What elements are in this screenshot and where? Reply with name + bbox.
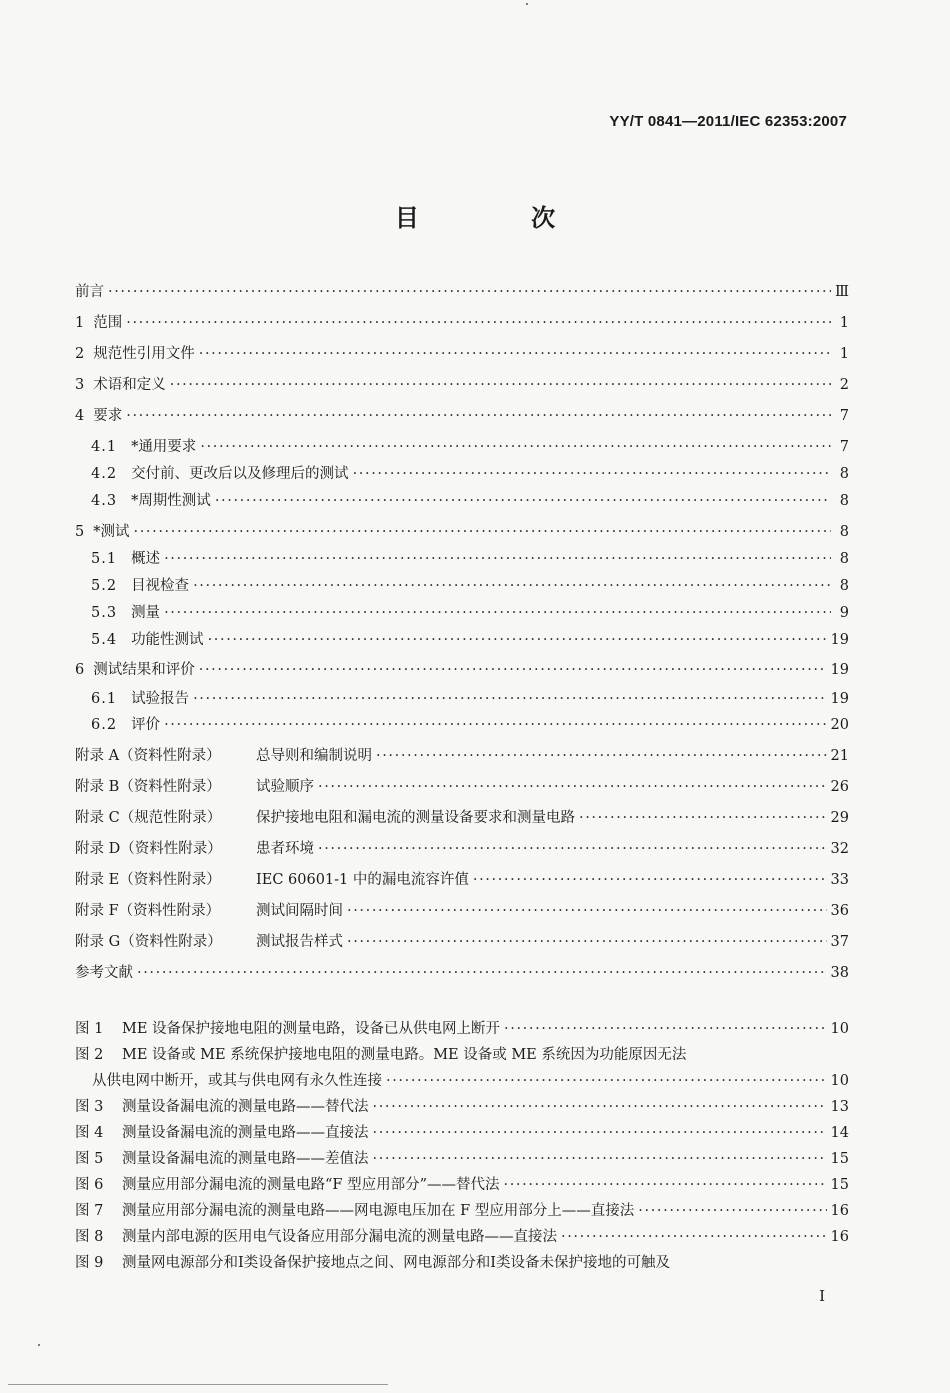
toc-page: 7: [839, 408, 849, 424]
leader-dots: [200, 438, 831, 456]
toc-page: 9: [839, 605, 849, 621]
leader-dots: [386, 1072, 827, 1090]
toc-page: 19: [830, 691, 849, 707]
toc-entry-annex-c[interactable]: [75, 809, 849, 827]
leader-dots: [318, 778, 827, 796]
figure-entry-2[interactable]: [75, 1046, 849, 1064]
leader-dots: [193, 577, 831, 595]
toc-page: 36: [830, 903, 849, 919]
toc-entry-3[interactable]: [75, 376, 849, 394]
toc-label: 交付前、更改后以及修理后的测试: [131, 466, 349, 482]
annex-title: 测试间隔时间: [256, 903, 343, 919]
figure-entry-3[interactable]: [75, 1098, 849, 1116]
toc-num: 5.4: [91, 632, 118, 648]
figure-num: 图 3: [75, 1099, 104, 1115]
figure-title: 测量设备漏电流的测量电路——直接法: [122, 1125, 369, 1141]
toc-label: *通用要求: [131, 439, 197, 455]
leader-dots: [373, 1124, 827, 1142]
scan-speck: [38, 1344, 40, 1346]
leader-dots: [376, 747, 827, 765]
figure-entry-4[interactable]: [75, 1124, 849, 1142]
toc-page: 20: [830, 717, 849, 733]
toc-num: 4: [75, 408, 86, 424]
figure-title: 测量设备漏电流的测量电路——替代法: [122, 1099, 369, 1115]
toc-entry-annex-b[interactable]: [75, 778, 849, 796]
toc-entry-1[interactable]: [75, 314, 849, 332]
figure-entry-6[interactable]: [75, 1176, 849, 1194]
toc-entry-5-3[interactable]: [75, 604, 849, 622]
toc-page: 8: [839, 551, 849, 567]
annex-title: 患者环境: [256, 841, 314, 857]
figure-num: 图 1: [75, 1021, 104, 1037]
toc-page: 1: [839, 346, 849, 362]
toc-entry-annex-d[interactable]: [75, 840, 849, 858]
toc-num: 4.2: [91, 466, 118, 482]
toc-entry-5-1[interactable]: [75, 550, 849, 568]
toc-page: 8: [839, 493, 849, 509]
toc-num: 5.3: [91, 605, 118, 621]
leader-dots: [164, 550, 831, 568]
toc-label: 评价: [131, 717, 161, 733]
annex-title: 试验顺序: [256, 779, 314, 795]
figure-entry-1[interactable]: [75, 1020, 849, 1038]
leader-dots: [137, 964, 827, 982]
figure-num: 图 9: [75, 1255, 104, 1271]
page-folio: Ⅰ: [819, 1287, 825, 1305]
toc-title: 目 次: [394, 204, 608, 232]
annex-title: 测试报告样式: [256, 934, 343, 950]
toc-num: 5.1: [91, 551, 118, 567]
annex-title: IEC 60601-1 中的漏电流容许值: [256, 872, 469, 888]
toc-entry-bibliography[interactable]: [75, 964, 849, 982]
toc-page: 29: [830, 810, 849, 826]
toc-page: 8: [839, 466, 849, 482]
toc-label: 前言: [75, 284, 104, 300]
figure-page: 16: [830, 1203, 849, 1219]
figure-num: 图 6: [75, 1177, 104, 1193]
figure-title: 测量网电源部分和Ⅰ类设备保护接地点之间、网电源部分和Ⅰ类设备未保护接地的可触及: [122, 1255, 670, 1271]
toc-label: 规范性引用文件: [93, 346, 195, 362]
annex-label: 附录 G（资料性附录）: [75, 934, 222, 950]
toc-entry-4-2[interactable]: [75, 465, 849, 483]
toc-entry-2[interactable]: [75, 345, 849, 363]
figure-title: 测量应用部分漏电流的测量电路“F 型应用部分”——替代法: [122, 1177, 500, 1193]
toc-page: 37: [830, 934, 849, 950]
toc-entry-5[interactable]: [75, 523, 849, 541]
figure-num: 图 2: [75, 1047, 104, 1063]
figure-page: 15: [830, 1151, 849, 1167]
scan-edge-line: [8, 1384, 388, 1385]
leader-dots: [133, 523, 831, 541]
figure-page: 10: [830, 1021, 849, 1037]
toc-num: 2: [75, 346, 86, 362]
figure-num: 图 5: [75, 1151, 104, 1167]
toc-page: 33: [830, 872, 849, 888]
leader-dots: [373, 1098, 827, 1116]
toc-page: 38: [830, 965, 849, 981]
toc-page: 32: [830, 841, 849, 857]
leader-dots: [164, 604, 831, 622]
leader-dots: [193, 690, 826, 708]
toc-label: *测试: [93, 524, 130, 540]
toc-entry-4[interactable]: [75, 407, 849, 425]
toc-entry-6[interactable]: [75, 661, 849, 679]
annex-label: 附录 B（资料性附录）: [75, 779, 221, 795]
figure-page: 15: [830, 1177, 849, 1193]
toc-entry-4-3[interactable]: [75, 492, 849, 510]
figure-num: 图 8: [75, 1229, 104, 1245]
figure-entry-2-continued[interactable]: [75, 1072, 849, 1090]
toc-entry-annex-g[interactable]: [75, 933, 849, 951]
toc-label: 参考文献: [75, 965, 133, 981]
toc-num: 6: [75, 662, 86, 678]
figure-page: 16: [830, 1229, 849, 1245]
annex-title: 总导则和编制说明: [256, 748, 372, 764]
toc-page: 19: [830, 632, 849, 648]
figure-entry-9[interactable]: [75, 1254, 849, 1272]
toc-label: 测量: [131, 605, 161, 621]
leader-dots: [164, 716, 826, 734]
toc-page: 21: [830, 748, 849, 764]
toc-label: 目视检查: [131, 578, 190, 594]
leader-dots: [638, 1202, 826, 1220]
figure-title: ME 设备保护接地电阻的测量电路，设备已从供电网上断开: [122, 1021, 501, 1037]
toc-num: 3: [75, 377, 86, 393]
figure-list: [75, 1020, 849, 1272]
figure-title: 测量内部电源的医用电气设备应用部分漏电流的测量电路——直接法: [122, 1229, 557, 1245]
leader-dots: [126, 314, 831, 332]
toc-num: 4.1: [91, 439, 118, 455]
leader-dots: [561, 1228, 827, 1246]
toc-page: 7: [839, 439, 849, 455]
annex-label: 附录 E（资料性附录）: [75, 872, 221, 888]
annex-label: 附录 A（资料性附录）: [75, 748, 221, 764]
leader-dots: [504, 1176, 827, 1194]
toc-entry-4-1[interactable]: [75, 438, 849, 456]
scan-speck: [526, 3, 528, 5]
figure-title: 测量设备漏电流的测量电路——差值法: [122, 1151, 369, 1167]
toc-label: 范围: [93, 315, 123, 331]
leader-dots: [579, 809, 827, 827]
toc-num: 5: [75, 524, 86, 540]
leader-dots: [199, 345, 831, 363]
toc-num: 6.2: [91, 717, 118, 733]
annex-label: 附录 D（资料性附录）: [75, 841, 222, 857]
toc-label: *周期性测试: [131, 493, 211, 509]
figure-num: 图 4: [75, 1125, 104, 1141]
toc-entry-5-2[interactable]: [75, 577, 849, 595]
toc-page: 1: [839, 315, 849, 331]
toc-label: 功能性测试: [131, 632, 204, 648]
toc-page: 19: [830, 662, 849, 678]
toc-label: 要求: [93, 408, 123, 424]
toc-entry-5-4[interactable]: [75, 631, 849, 649]
leader-dots: [126, 407, 831, 425]
leader-dots: [318, 840, 827, 858]
figure-page: 13: [830, 1099, 849, 1115]
toc-num: 5.2: [91, 578, 118, 594]
leader-dots: [347, 902, 827, 920]
toc-entry-annex-a[interactable]: [75, 747, 849, 765]
leader-dots: [199, 661, 827, 679]
toc-label: 试验报告: [131, 691, 190, 707]
toc-entry-6-1[interactable]: [75, 690, 849, 708]
figure-page: 14: [830, 1125, 849, 1141]
standard-code: YY/T 0841—2011/IEC 62353:2007: [609, 113, 847, 130]
figure-title-continued: 从供电网中断开，或其与供电网有永久性连接: [92, 1073, 382, 1089]
toc-label: 概述: [131, 551, 161, 567]
leader-dots: [504, 1020, 827, 1038]
leader-dots: [473, 871, 827, 889]
toc-num: 6.1: [91, 691, 118, 707]
figure-page: 10: [830, 1073, 849, 1089]
toc-entry-annex-f[interactable]: [75, 902, 849, 920]
toc-entry-annex-e[interactable]: [75, 871, 849, 889]
figure-title: ME 设备或 ME 系统保护接地电阻的测量电路。ME 设备或 ME 系统因为功能原因无法: [122, 1047, 687, 1063]
toc-entry-6-2[interactable]: [75, 716, 849, 734]
annex-label: 附录 C（规范性附录）: [75, 810, 222, 826]
toc-page: 8: [839, 578, 849, 594]
leader-dots: [373, 1150, 827, 1168]
figure-entry-7[interactable]: [75, 1202, 849, 1220]
figure-num: 图 7: [75, 1203, 104, 1219]
figure-entry-5[interactable]: [75, 1150, 849, 1168]
leader-dots: [353, 465, 831, 483]
toc-label: 测试结果和评价: [93, 662, 195, 678]
figure-entry-8[interactable]: [75, 1228, 849, 1246]
figure-title: 测量应用部分漏电流的测量电路——网电源电压加在 F 型应用部分上——直接法: [122, 1203, 635, 1219]
toc-label: 术语和定义: [93, 377, 166, 393]
toc-page: 2: [839, 377, 849, 393]
leader-dots: [208, 631, 827, 649]
annex-label: 附录 F（资料性附录）: [75, 903, 221, 919]
annex-title: 保护接地电阻和漏电流的测量设备要求和测量电路: [256, 810, 575, 826]
leader-dots: [170, 376, 831, 394]
toc-entry-foreword[interactable]: [75, 283, 849, 301]
toc-num: 1: [75, 315, 86, 331]
leader-dots: [347, 933, 827, 951]
leader-dots: [215, 492, 831, 510]
toc-num: 4.3: [91, 493, 118, 509]
toc-page: 26: [830, 779, 849, 795]
toc-page: 8: [839, 524, 849, 540]
toc: [75, 283, 849, 982]
toc-page: Ⅲ: [835, 284, 849, 300]
leader-dots: [108, 283, 831, 301]
